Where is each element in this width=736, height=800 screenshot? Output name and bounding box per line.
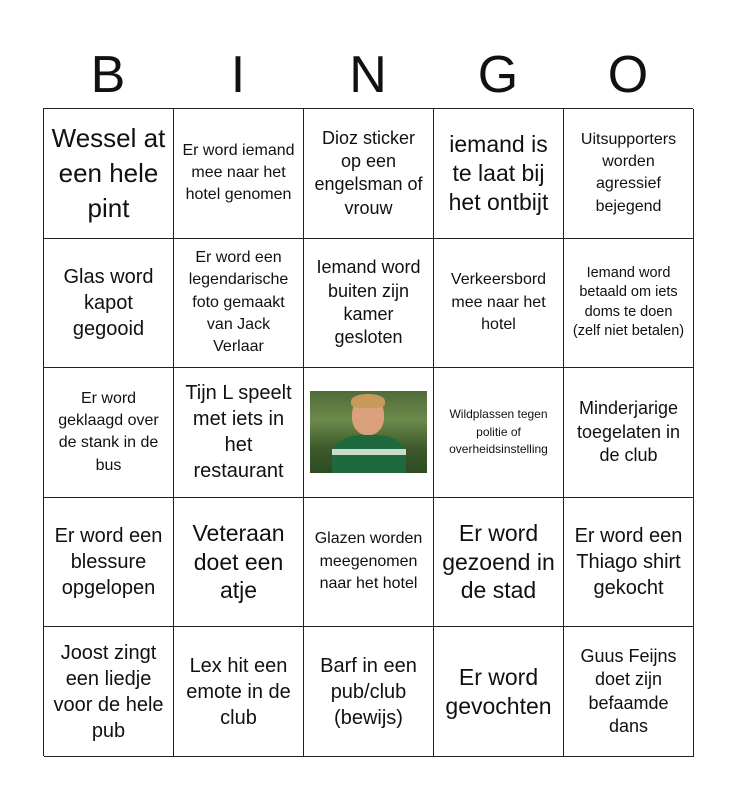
bingo-cell[interactable] [44,239,174,369]
bingo-cell[interactable] [174,239,304,369]
bingo-cell[interactable] [434,498,564,628]
cell-text: Guus Feijns doet zijn befaamde dans [580,645,677,737]
cell-text: Er word iemand mee naar het hotel genomen [182,141,295,204]
cell-text: Er word een legendarische foto gemaakt van Jack Verlaar [188,248,289,356]
cell-text: Iemand word buiten zijn kamer gesloten [316,257,421,348]
bingo-cell[interactable] [174,498,304,628]
bingo-cell[interactable] [304,498,434,628]
bingo-cell[interactable] [44,498,174,628]
header-letter-o: O [607,46,649,104]
cell-text: Glazen worden meegenomen naar het hotel [314,530,423,593]
bingo-cell[interactable] [304,239,434,369]
cell-text: Verkeersbord mee naar het hotel [450,271,547,334]
bingo-cell[interactable] [564,239,694,369]
bingo-header [43,42,693,108]
cell-text: Glas word kapot gegooid [63,265,154,340]
cell-text: Er word geklaagd over de stank in de bus [58,389,159,474]
bingo-cell[interactable] [564,498,694,628]
header-letter-n: N [349,46,387,104]
cell-text: Tijn L speelt met iets in het restaurant [185,382,292,483]
cell-text: Barf in een pub/club (bewijs) [320,654,417,729]
bingo-cell[interactable] [174,368,304,498]
bingo-cell[interactable] [44,627,174,757]
bingo-cell[interactable] [304,627,434,757]
cell-text: Wessel at een hele pint [51,123,166,223]
cell-text: Veteraan doet een atje [192,519,285,604]
cell-text: Lex hit een emote in de club [186,654,291,729]
cell-text: Uitsupporters worden agressief bejegend [580,130,677,215]
bingo-cell[interactable] [174,109,304,239]
bingo-cell[interactable] [564,109,694,239]
bingo-grid [43,108,693,756]
bingo-cell[interactable] [564,368,694,498]
header-letter-g: G [477,46,519,104]
header-letter-i: I [230,46,246,104]
bingo-cell[interactable] [44,109,174,239]
photo-shirt-stripe [332,449,406,455]
photo-hair [351,394,385,408]
player-photo [310,391,427,473]
bingo-cell-free[interactable] [304,368,434,498]
header-letter-b: B [90,46,126,104]
bingo-cell[interactable] [564,627,694,757]
cell-text: Minderjarige toegelaten in de club [576,398,681,466]
cell-text: Er word gevochten [445,663,552,719]
bingo-cell[interactable] [304,109,434,239]
bingo-cell[interactable] [434,239,564,369]
bingo-cell[interactable] [44,368,174,498]
bingo-cell[interactable] [174,627,304,757]
bingo-cell[interactable] [434,627,564,757]
cell-text: Dioz sticker op een engelsman of vrouw [314,127,423,218]
cell-text: Iemand word betaald om iets doms te doen (zelf niet betalen) [572,264,685,340]
cell-text: Er word een blessure opgelopen [54,525,163,600]
cell-text: Er word een Thiago shirt gekocht [574,525,683,600]
bingo-cell[interactable] [434,109,564,239]
cell-text: iemand is te laat bij het ontbijt [448,131,549,215]
cell-text: Wildplassen tegen politie of overheidsinstelling [449,407,548,457]
cell-text: Joost zingt een liedje voor de hele pub [53,641,164,742]
cell-text: Er word gezoend in de stad [442,519,555,604]
bingo-cell[interactable] [434,368,564,498]
